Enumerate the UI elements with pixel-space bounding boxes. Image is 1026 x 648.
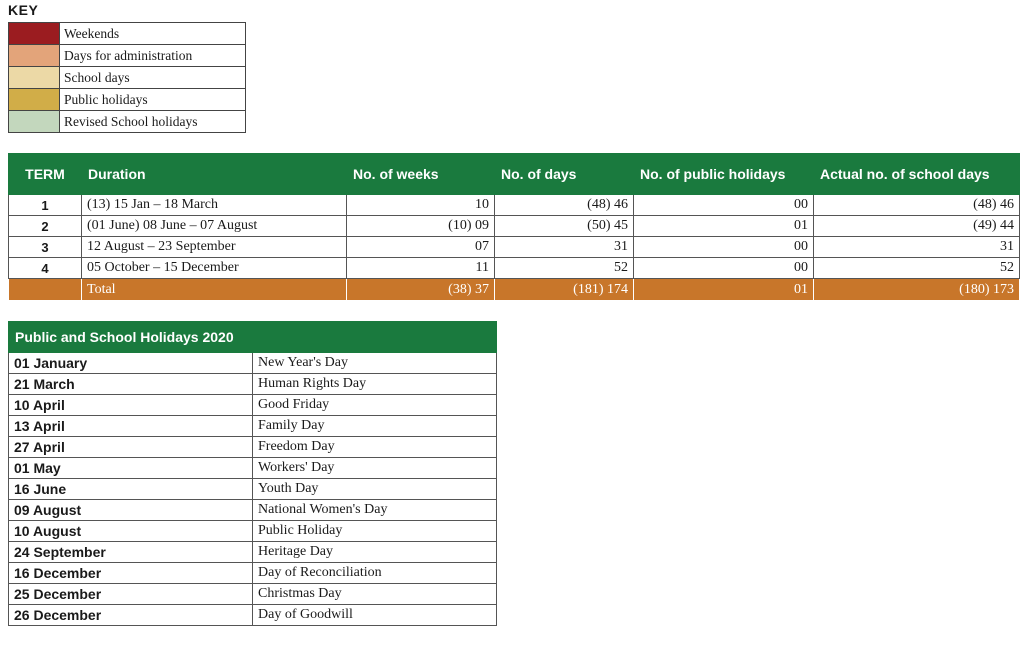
holidays-title: Public and School Holidays 2020: [9, 322, 497, 353]
term-duration: 05 October – 15 December: [82, 258, 347, 279]
table-row: [9, 395, 497, 416]
table-row: [9, 237, 1020, 258]
table-row: [9, 416, 497, 437]
holiday-name: Heritage Day: [253, 542, 497, 563]
key-item-administration: [9, 45, 246, 67]
key-label-public-holidays: Public holidays: [60, 89, 246, 111]
term-number: 3: [9, 237, 82, 258]
term-school-days: (48) 46: [814, 195, 1020, 216]
term-duration: (13) 15 Jan – 18 March: [82, 195, 347, 216]
holiday-date: 09 August: [9, 500, 253, 521]
holidays-table: [8, 321, 497, 626]
term-weeks: 11: [347, 258, 495, 279]
key-swatch-administration: [9, 45, 60, 67]
term-public-holidays: 01: [634, 216, 814, 237]
header-public-holidays: No. of public holidays: [634, 154, 814, 195]
header-days: No. of days: [495, 154, 634, 195]
term-school-days: 52: [814, 258, 1020, 279]
table-row: [9, 542, 497, 563]
key-title: KEY: [8, 2, 39, 18]
header-weeks: No. of weeks: [347, 154, 495, 195]
table-row: [9, 500, 497, 521]
term-number: 2: [9, 216, 82, 237]
total-days: (181) 174: [495, 279, 634, 301]
term-table: [8, 153, 1020, 301]
holiday-date: 16 December: [9, 563, 253, 584]
table-row: [9, 437, 497, 458]
holiday-date: 10 April: [9, 395, 253, 416]
header-duration: Duration: [82, 154, 347, 195]
total-row: [9, 279, 1020, 301]
key-swatch-public-holidays: [9, 89, 60, 111]
term-public-holidays: 00: [634, 258, 814, 279]
holiday-name: New Year's Day: [253, 353, 497, 374]
key-swatch-revised-holidays: [9, 111, 60, 133]
holiday-date: 25 December: [9, 584, 253, 605]
key-swatch-school-days: [9, 67, 60, 89]
term-table-header: [9, 154, 1020, 195]
term-number: 1: [9, 195, 82, 216]
holiday-name: Freedom Day: [253, 437, 497, 458]
table-row: [9, 563, 497, 584]
term-public-holidays: 00: [634, 237, 814, 258]
holidays-header: [9, 322, 497, 353]
total-blank: [9, 279, 82, 301]
holiday-name: Day of Goodwill: [253, 605, 497, 626]
holiday-date: 01 January: [9, 353, 253, 374]
key-label-weekends: Weekends: [60, 23, 246, 45]
holiday-name: Public Holiday: [253, 521, 497, 542]
key-item-public-holidays: [9, 89, 246, 111]
table-row: [9, 479, 497, 500]
term-weeks: (10) 09: [347, 216, 495, 237]
term-school-days: (49) 44: [814, 216, 1020, 237]
key-legend: [8, 22, 246, 133]
term-school-days: 31: [814, 237, 1020, 258]
holiday-name: Youth Day: [253, 479, 497, 500]
term-days: (48) 46: [495, 195, 634, 216]
holiday-name: Human Rights Day: [253, 374, 497, 395]
table-row: [9, 216, 1020, 237]
holiday-name: Christmas Day: [253, 584, 497, 605]
term-duration: 12 August – 23 September: [82, 237, 347, 258]
key-label-administration: Days for administration: [60, 45, 246, 67]
holiday-name: Family Day: [253, 416, 497, 437]
holiday-date: 01 May: [9, 458, 253, 479]
holiday-name: Good Friday: [253, 395, 497, 416]
term-number: 4: [9, 258, 82, 279]
holiday-date: 27 April: [9, 437, 253, 458]
key-swatch-weekends: [9, 23, 60, 45]
table-row: [9, 521, 497, 542]
table-row: [9, 353, 497, 374]
holiday-date: 24 September: [9, 542, 253, 563]
total-label: Total: [82, 279, 347, 301]
term-days: (50) 45: [495, 216, 634, 237]
table-row: [9, 605, 497, 626]
key-label-revised-holidays: Revised School holidays: [60, 111, 246, 133]
holiday-name: National Women's Day: [253, 500, 497, 521]
term-days: 52: [495, 258, 634, 279]
key-item-weekends: [9, 23, 246, 45]
header-term: TERM: [9, 154, 82, 195]
term-weeks: 10: [347, 195, 495, 216]
total-weeks: (38) 37: [347, 279, 495, 301]
table-row: [9, 374, 497, 395]
term-days: 31: [495, 237, 634, 258]
table-row: [9, 458, 497, 479]
total-school-days: (180) 173: [814, 279, 1020, 301]
table-row: [9, 258, 1020, 279]
table-row: [9, 195, 1020, 216]
table-row: [9, 584, 497, 605]
holiday-name: Workers' Day: [253, 458, 497, 479]
total-public-holidays: 01: [634, 279, 814, 301]
term-duration: (01 June) 08 June – 07 August: [82, 216, 347, 237]
term-weeks: 07: [347, 237, 495, 258]
holiday-name: Day of Reconciliation: [253, 563, 497, 584]
holiday-date: 13 April: [9, 416, 253, 437]
key-item-revised-holidays: [9, 111, 246, 133]
holiday-date: 10 August: [9, 521, 253, 542]
term-public-holidays: 00: [634, 195, 814, 216]
key-label-school-days: School days: [60, 67, 246, 89]
holiday-date: 26 December: [9, 605, 253, 626]
holiday-date: 16 June: [9, 479, 253, 500]
key-item-school-days: [9, 67, 246, 89]
header-school-days: Actual no. of school days: [814, 154, 1020, 195]
holiday-date: 21 March: [9, 374, 253, 395]
